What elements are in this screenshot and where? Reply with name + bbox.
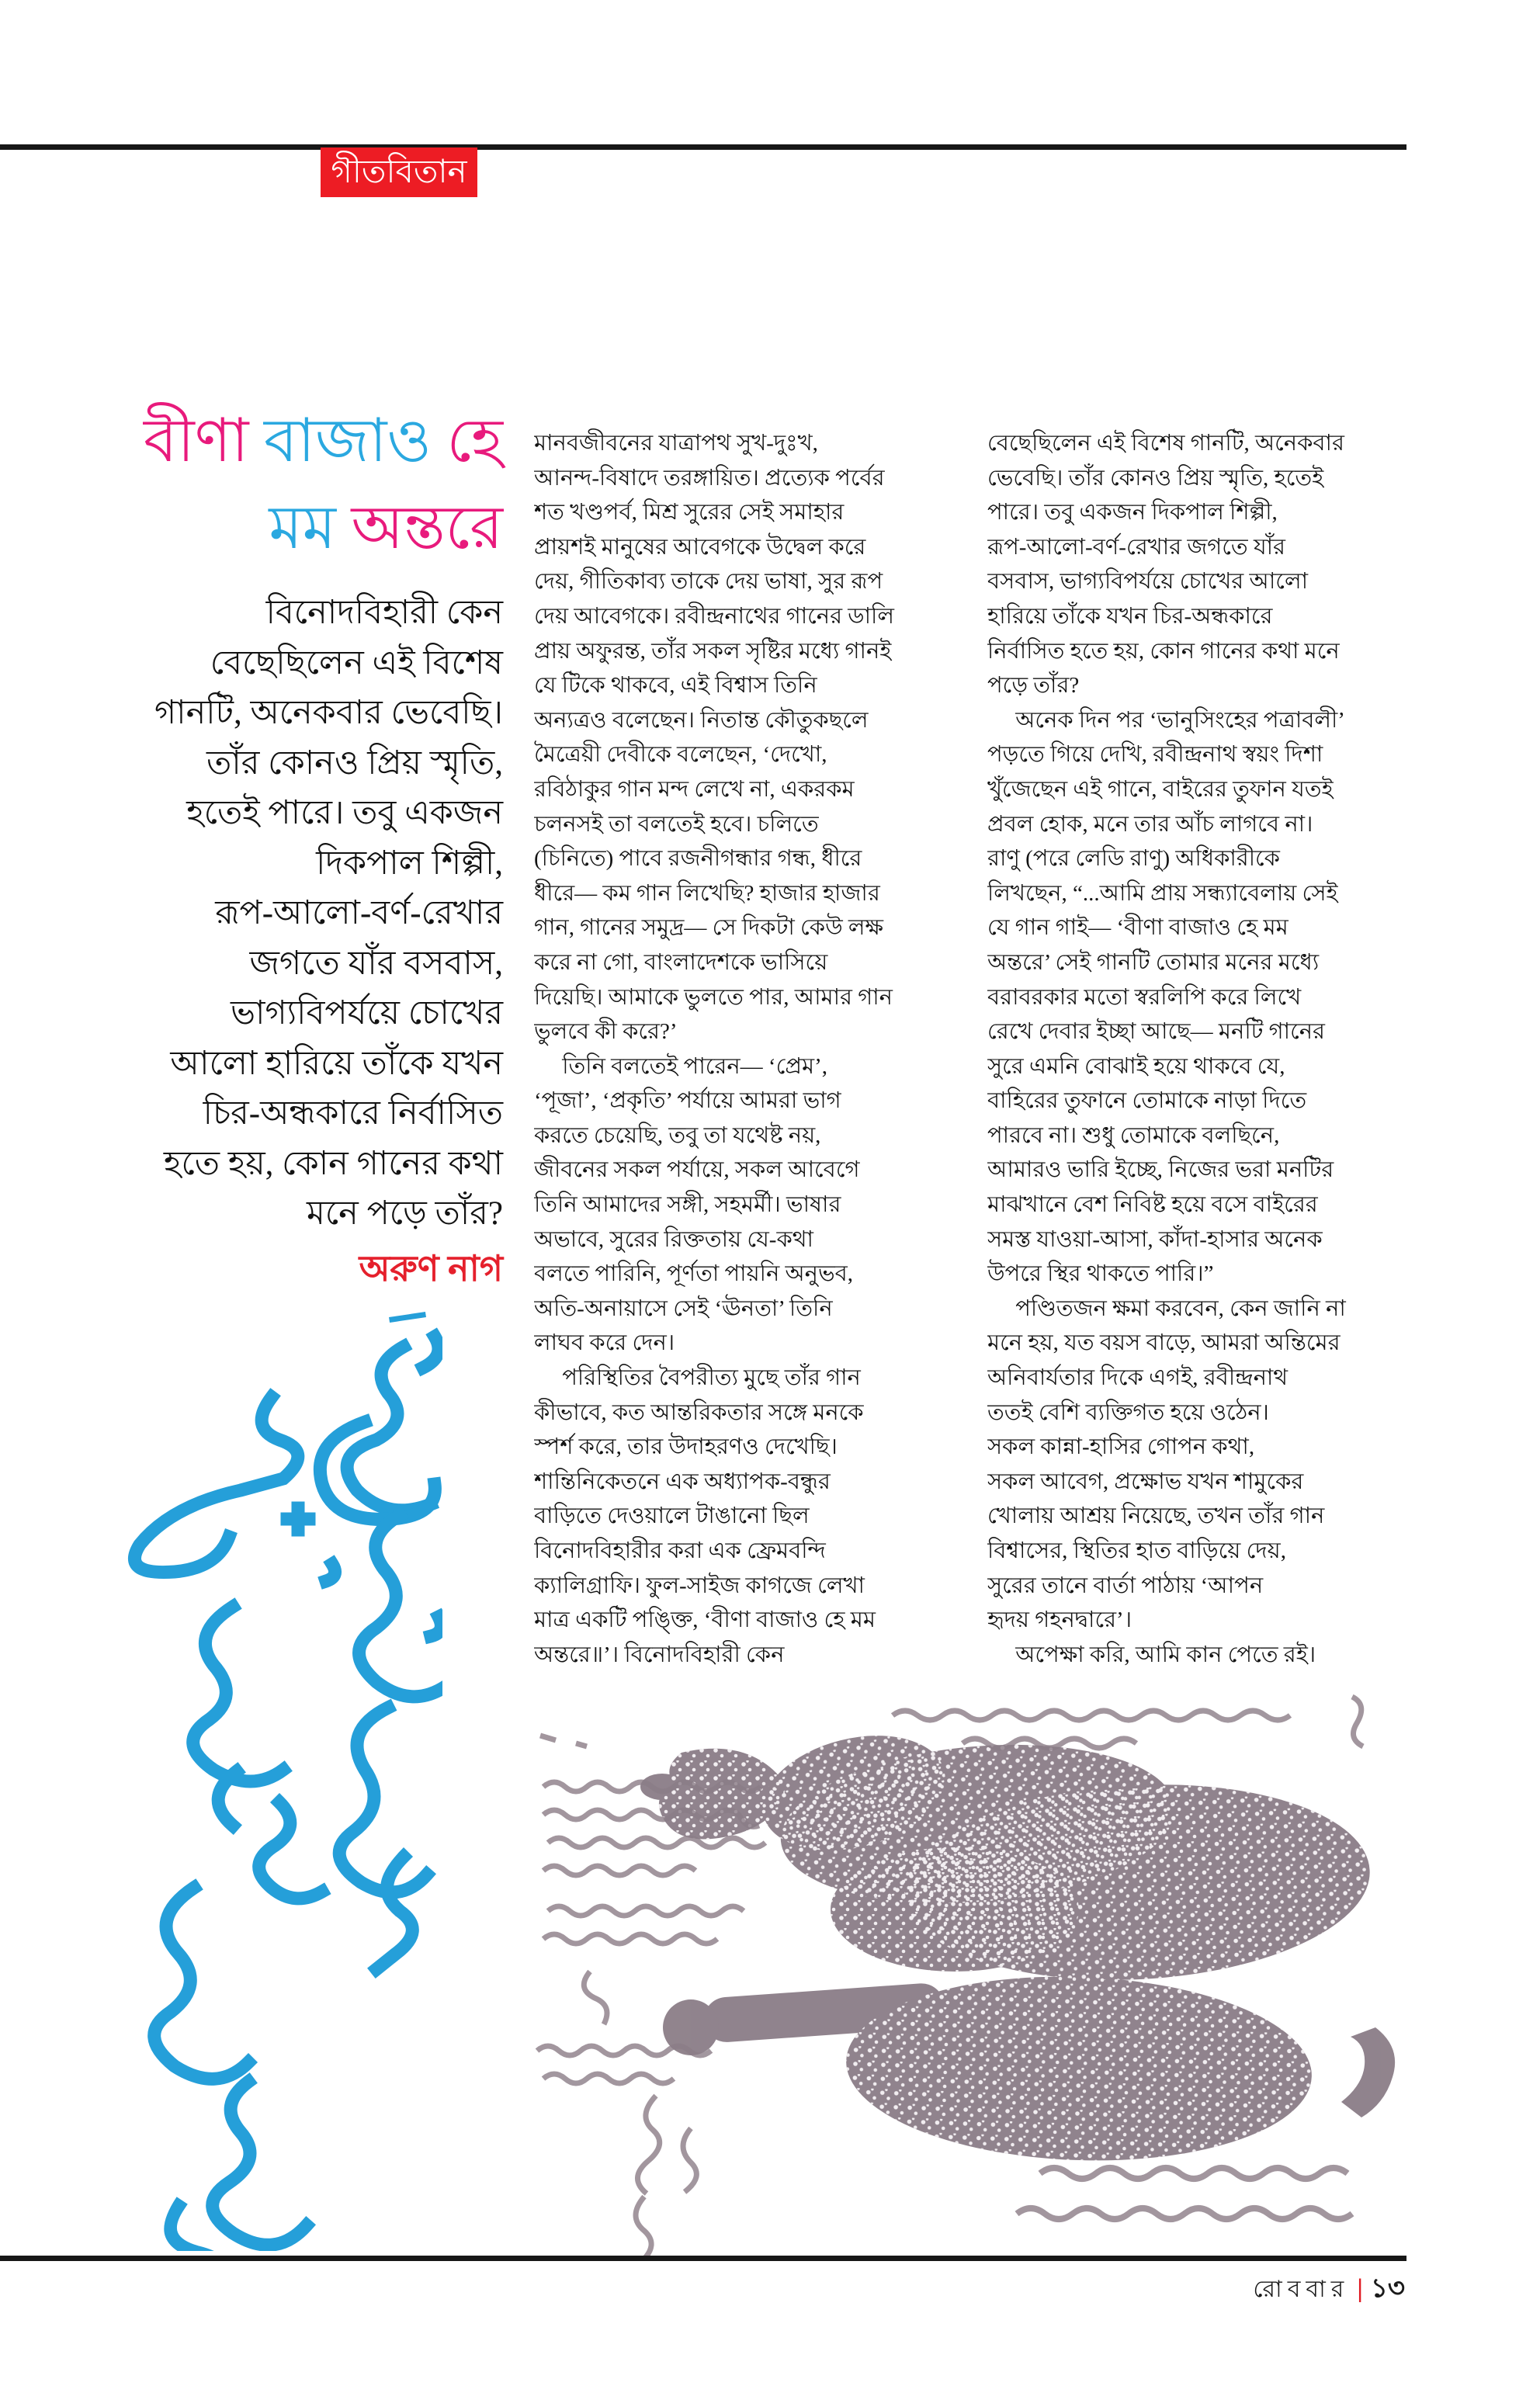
text-line: আলো হারিয়ে তাঁকে যখন: [170, 1045, 503, 1082]
text-line: সকল আবেগ, প্রক্ষোভ যখন শামুকের: [987, 1469, 1304, 1494]
text-line: নির্বাসিত হতে হয়, কোন গানের কথা মনে: [987, 638, 1340, 664]
text-line: অনিবার্যতার দিকে এগই, রবীন্দ্রনাথ: [987, 1365, 1289, 1391]
headline-line: [116, 484, 503, 571]
text-line: বলতে পারিনি, পূর্ণতা পায়নি অনুভব,: [534, 1261, 853, 1287]
body-column-right: [987, 426, 1427, 1676]
text-line: হতেই পারে। তবু একজন: [186, 795, 503, 831]
text-line: অন্তরে॥’। বিনোদবিহারী কেন: [534, 1642, 785, 1667]
text-line: জীবনের সকল পর্যায়ে, সকল আবেগে: [534, 1157, 860, 1183]
text-line: অতি-অনায়াসে সেই ‘ঊনতা’ তিনি: [534, 1295, 833, 1321]
text-line: শান্তিনিকেতনে এক অধ্যাপক-বন্ধুর: [534, 1469, 831, 1494]
text-line: স্পর্শ করে, তার উদাহরণও দেখেছি।: [534, 1434, 838, 1460]
text-line: প্রায় অফুরন্ত, তাঁর সকল সৃষ্টির মধ্যে গানই: [534, 638, 892, 664]
text-line: বিনোদবিহারীর করা এক ফ্রেমবন্দি: [534, 1538, 826, 1563]
text-line: পড়ে তাঁর?: [987, 673, 1080, 699]
text-line: করতে চেয়েছি, তবু তা যথেষ্ট নয়,: [534, 1122, 821, 1148]
text-line: পড়তে গিয়ে দেখি, রবীন্দ্রনাথ স্বয়ং দিশা: [987, 742, 1323, 768]
blue-calligraphy-artwork: [109, 1304, 442, 2251]
text-line: চলনসই তা বলতেই হবে। চলিতে: [534, 811, 819, 837]
text-line: লিখছেন, “...আমি প্রায় সন্ধ্যাবেলায় সেই: [987, 880, 1338, 906]
text-line: অন্যত্রও বলেছেন। নিতান্ত কৌতুকছলে: [534, 707, 869, 733]
text-line: মৈত্রেয়ী দেবীকে বলেছেন, ‘দেখো,: [534, 742, 827, 768]
text-line: সমস্ত যাওয়া-আসা, কাঁদা-হাসার অনেক: [987, 1226, 1323, 1252]
text-line: কীভাবে, কত আন্তরিকতার সঙ্গে মনকে: [534, 1399, 864, 1425]
footer-divider: |: [1357, 2274, 1363, 2303]
text-line: বসবাস, ভাগ্যবিপর্যয়ে চোখের আলো: [987, 569, 1308, 595]
text-line: দেয়, গীতিকাব্য তাকে দেয় ভাষা, সুর রূপ: [534, 569, 883, 595]
headline-word: মম: [269, 494, 352, 561]
text-line: সুরে এমনি বোঝাই হয়ে থাকবে যে,: [987, 1053, 1285, 1079]
text-line: তিনি আমাদের সঙ্গী, সহমর্মী। ভাষার: [534, 1192, 841, 1218]
text-line: মানবজীবনের যাত্রাপথ সুখ-দুঃখ,: [534, 431, 818, 456]
text-line: প্রবল হোক, মনে তার আঁচ লাগবে না।: [987, 811, 1313, 837]
article-headline: [116, 397, 503, 571]
ink-calligraphy-artwork: [520, 1661, 1413, 2259]
headline-word: বীণা: [144, 407, 265, 474]
text-line: খুঁজেছেন এই গানে, বাইরের তুফান যতই: [987, 776, 1334, 802]
text-line: চির-অন্ধকারে নির্বাসিত: [203, 1095, 503, 1132]
text-line: আনন্দ-বিষাদে তরঙ্গায়িত। প্রত্যেক পর্বের: [534, 465, 885, 491]
headline-word: অন্তরে: [351, 494, 503, 561]
standfirst: [116, 588, 503, 1240]
page-number: ১৩: [1370, 2274, 1405, 2303]
text-line: বাহিরের তুফানে তোমাকে নাড়া দিতে: [987, 1088, 1307, 1114]
text-line: মনে পড়ে তাঁর?: [307, 1195, 503, 1232]
text-line: প্রায়শই মানুষের আবেগকে উদ্বেল করে: [534, 534, 866, 560]
text-line: হারিয়ে তাঁকে যখন চির-অন্ধকারে: [987, 603, 1273, 629]
text-line: যে টিকে থাকবে, এই বিশ্বাস তিনি: [534, 673, 817, 699]
top-rule: [0, 144, 1406, 150]
text-line: দিয়েছি। আমাকে ভুলতে পার, আমার গান: [534, 984, 893, 1010]
text-line: শত খণ্ডপর্ব, মিশ্র সুরের সেই সমাহার: [534, 500, 845, 525]
text-line: জগতে যাঁর বসবাস,: [249, 945, 503, 982]
text-line: ‘পূজা’, ‘প্রকৃতি’ পর্যায়ে আমরা ভাগ: [534, 1088, 841, 1114]
text-line: পরিস্থিতির বৈপরীত্য মুছে তাঁর গান: [534, 1365, 861, 1391]
text-line: ভুলবে কী করে?’: [534, 1019, 678, 1045]
text-line: গান, গানের সমুদ্র— সে দিকটা কেউ লক্ষ: [534, 915, 884, 941]
text-line: অপেক্ষা করি, আমি কান পেতে রই।: [987, 1642, 1316, 1667]
text-line: খোলায় আশ্রয় নিয়েছে, তখন তাঁর গান: [987, 1503, 1325, 1529]
text-line: লাঘব করে দেন।: [534, 1330, 675, 1356]
text-line: রূপ-আলো-বর্ণ-রেখার জগতে যাঁর: [987, 534, 1286, 560]
text-line: বিশ্বাসের, স্থিতির হাত বাড়িয়ে দেয়,: [987, 1538, 1286, 1563]
text-line: রূপ-আলো-বর্ণ-রেখার: [215, 895, 503, 931]
body-column-middle: [534, 426, 973, 1676]
text-line: বেছেছিলেন এই বিশেষ গানটি, অনেকবার: [987, 431, 1344, 456]
headline-word: বাজাও: [264, 407, 447, 474]
text-line: ধীরে— কম গান লিখেছি? হাজার হাজার: [534, 880, 880, 906]
text-line: হতে হয়, কোন গানের কথা: [163, 1145, 503, 1182]
text-line: ভেবেছি। তাঁর কোনও প্রিয় স্মৃতি, হতেই: [987, 465, 1324, 491]
text-line: মনে হয়, যত বয়স বাড়ে, আমরা অন্তিমের: [987, 1330, 1341, 1356]
text-line: সকল কান্না-হাসির গোপন কথা,: [987, 1434, 1255, 1460]
text-line: মাত্র একটি পঙ্ক্তি, ‘বীণা বাজাও হে মম: [534, 1607, 876, 1633]
text-line: বিনোদবিহারী কেন: [265, 595, 503, 631]
text-line: রাণু (পরে লেডি রাণু) অধিকারীকে: [987, 846, 1280, 872]
text-line: (চিনিতে) পাবে রজনীগন্ধার গন্ধ, ধীরে: [534, 846, 862, 872]
text-line: রবিঠাকুর গান মন্দ লেখে না, একরকম: [534, 776, 855, 802]
text-line: অন্তরে’ সেই গানটি তোমার মনের মধ্যে: [987, 949, 1320, 975]
text-line: পণ্ডিতজন ক্ষমা করবেন, কেন জানি না: [987, 1295, 1346, 1321]
text-line: অভাবে, সুরের রিক্ততায় যে-কথা: [534, 1226, 813, 1252]
section-badge: গীতবিতান: [321, 147, 477, 197]
text-line: উপরে স্থির থাকতে পারি।”: [987, 1261, 1214, 1287]
headline-word: হে: [446, 407, 503, 474]
bottom-rule: [0, 2256, 1406, 2261]
text-line: তিনি বলতেই পারেন— ‘প্রেম’,: [534, 1053, 827, 1079]
text-line: ততই বেশি ব্যক্তিগত হয়ে ওঠেন।: [987, 1399, 1269, 1425]
ink-texture: [659, 1718, 1375, 2168]
text-line: পারবে না। শুধু তোমাকে বলছিনে,: [987, 1122, 1280, 1148]
magazine-name: রোববার: [1253, 2277, 1350, 2302]
text-line: রেখে দেবার ইচ্ছা আছে— মনটি গানের: [987, 1019, 1326, 1045]
text-line: মাঝখানে বেশ নিবিষ্ট হয়ে বসে বাইরের: [987, 1192, 1318, 1218]
text-line: বাড়িতে দেওয়ালে টাঙানো ছিল: [534, 1503, 810, 1529]
text-line: করে না গো, বাংলাদেশকে ভাসিয়ে: [534, 949, 828, 975]
text-line: সুরের তানে বার্তা পাঠায় ‘আপন: [987, 1573, 1264, 1598]
text-line: হৃদয় গহনদ্বারে’।: [987, 1607, 1132, 1633]
text-line: অনেক দিন পর ‘ভানুসিংহের পত্রাবলী’: [987, 707, 1345, 733]
text-line: ভাগ্যবিপর্যয়ে চোখের: [230, 995, 503, 1032]
text-line: তাঁর কোনও প্রিয় স্মৃতি,: [206, 744, 503, 782]
text-line: যে গান গাই— ‘বীণা বাজাও হে মম: [987, 915, 1289, 941]
text-line: গানটি, অনেকবার ভেবেছি।: [154, 695, 503, 731]
page-footer: [1087, 2268, 1405, 2312]
text-line: পারে। তবু একজন দিকপাল শিল্পী,: [987, 500, 1278, 525]
headline-line: [116, 397, 503, 484]
text-line: দিকপাল শিল্পী,: [316, 844, 503, 882]
text-line: বরাবরকার মতো স্বরলিপি করে লিখে: [987, 984, 1302, 1010]
text-line: আমারও ভারি ইচ্ছে, নিজের ভরা মনটির: [987, 1157, 1334, 1183]
author-byline: অরুণ নাগ: [359, 1249, 503, 1288]
text-line: বেছেছিলেন এই বিশেষ: [210, 644, 503, 681]
text-line: ক্যালিগ্রাফি। ফুল-সাইজ কাগজে লেখা: [534, 1573, 865, 1598]
text-line: দেয় আবেগকে। রবীন্দ্রনাথের গানের ডালি: [534, 603, 894, 629]
